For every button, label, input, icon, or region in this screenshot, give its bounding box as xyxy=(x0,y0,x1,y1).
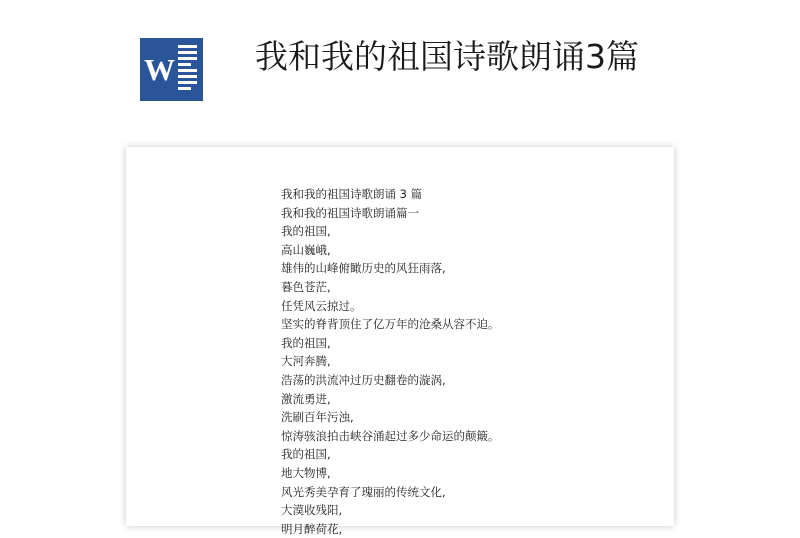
doc-line: 惊涛骇浪拍击峡谷涌起过多少命运的颠簸。 xyxy=(281,428,500,443)
document-text xyxy=(281,185,661,538)
doc-line: 洗刷百年污浊, xyxy=(281,410,354,425)
doc-line: 激流勇进, xyxy=(281,391,331,406)
doc-line: 我和我的祖国诗歌朗诵篇一 xyxy=(281,205,419,220)
doc-line: 大漠收残阳, xyxy=(281,503,343,518)
word-icon-lines xyxy=(178,45,197,94)
page-title: 我和我的祖国诗歌朗诵3篇 xyxy=(255,37,639,76)
doc-line: 我的祖国, xyxy=(281,224,331,239)
doc-line: 浩荡的洪流冲过历史翻卷的漩涡, xyxy=(281,372,446,387)
doc-line: 地大物博, xyxy=(281,465,331,480)
page-header xyxy=(0,0,800,87)
doc-line: 风光秀美孕育了瑰丽的传统文化, xyxy=(281,484,446,499)
word-icon-letter: W xyxy=(144,52,174,87)
doc-line: 我的祖国, xyxy=(281,447,331,462)
document-preview[interactable] xyxy=(126,147,674,536)
doc-line: 坚实的脊背顶住了亿万年的沧桑从容不迫。 xyxy=(281,317,500,332)
word-document-icon xyxy=(140,38,203,101)
doc-line: 我的祖国, xyxy=(281,335,331,350)
doc-line: 雄伟的山峰俯瞰历史的风狂雨落, xyxy=(281,261,446,276)
doc-line: 暮色苍茫, xyxy=(281,279,331,294)
doc-line: 高山巍峨, xyxy=(281,242,331,257)
doc-line: 任凭风云掠过。 xyxy=(281,298,362,313)
doc-line: 我和我的祖国诗歌朗诵 3 篇 xyxy=(281,187,423,201)
doc-line: 明月醉荷花, xyxy=(281,521,343,536)
doc-line: 大河奔腾, xyxy=(281,354,331,369)
